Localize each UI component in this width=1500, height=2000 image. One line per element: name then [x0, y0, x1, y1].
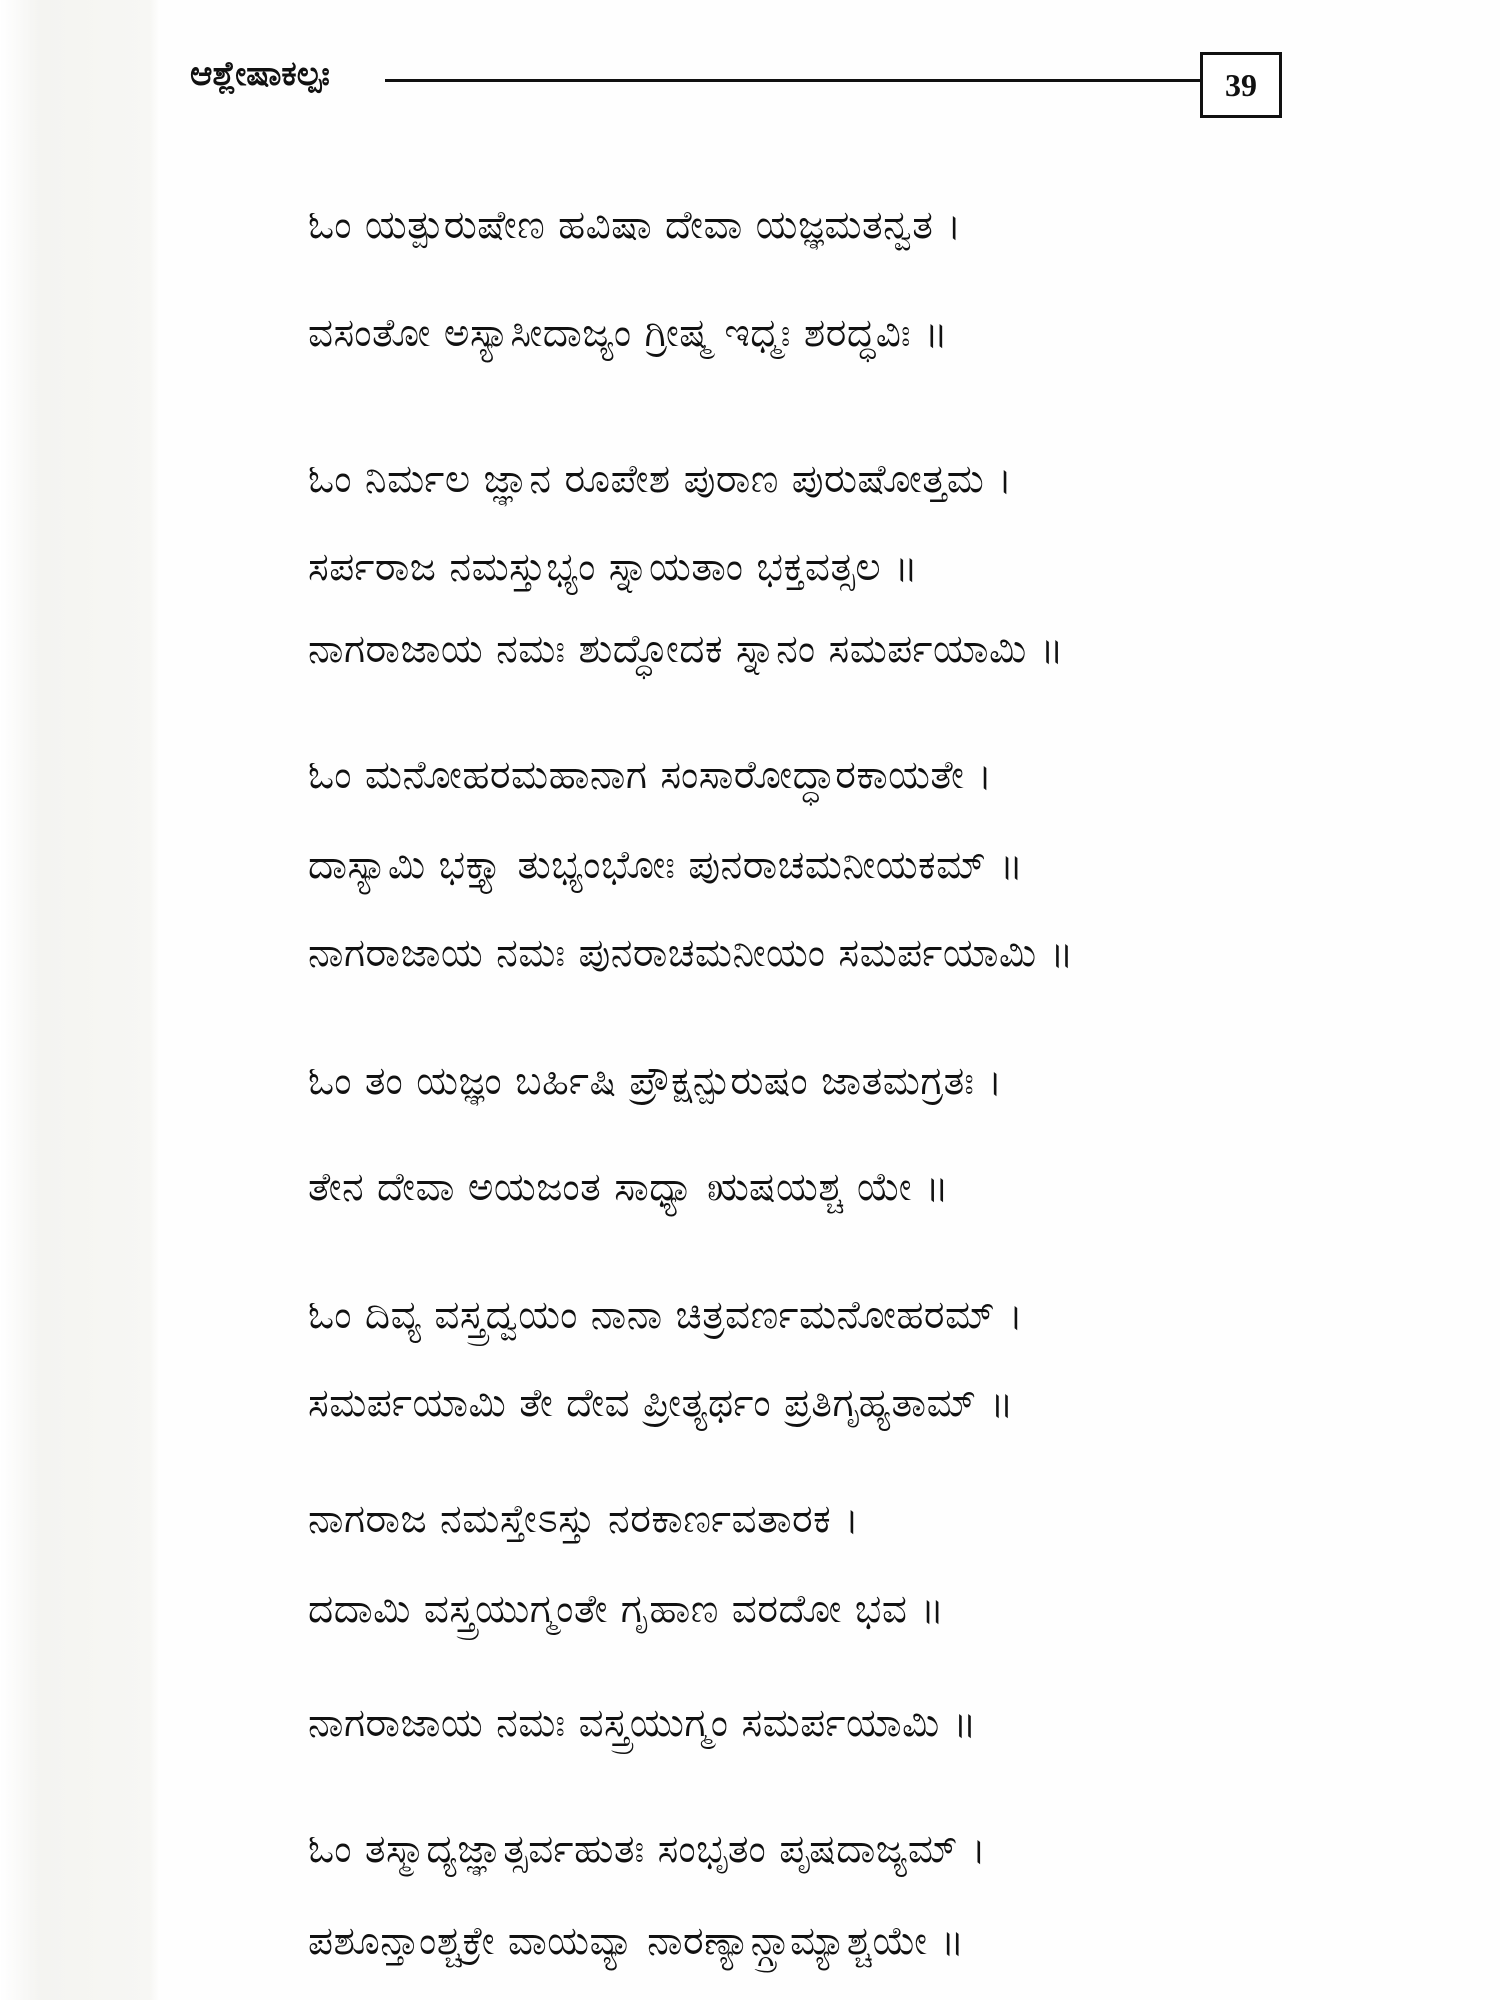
verse-line: ಓಂ ಯತ್ಪುರುಷೇಣ ಹವಿಷಾ ದೇವಾ ಯಜ್ಞಮತನ್ವತ । — [308, 203, 962, 248]
header-rule — [385, 79, 1200, 82]
verse-line: ಓಂ ದಿವ್ಯ ವಸ್ತ್ರದ್ವಯಂ ನಾನಾ ಚಿತ್ರವರ್ಣಮನೋಹರಮ್ । — [308, 1293, 1024, 1338]
verse-line: ವಸಂತೋ ಅಸ್ಯಾಸೀದಾಜ್ಯಂ ಗ್ರೀಷ್ಮ ಇಧ್ಮಃ ಶರದ್ಧವಿಃ ॥ — [308, 311, 949, 356]
verse-line: ನಾಗರಾಜ ನಮಸ್ತೇಽಸ್ತು ನರಕಾರ್ಣವತಾರಕ । — [308, 1497, 860, 1542]
page-number: 39 — [1225, 66, 1257, 103]
verse-line: ಓಂ ತಂ ಯಜ್ಞಂ ಬರ್ಹಿಷಿ ಪ್ರೌಕ್ಷನ್ಪುರುಷಂ ಜಾತಮಗ್ರತಃ । — [308, 1059, 1003, 1104]
verse-line: ಪಶೂನ್ತಾಂಶ್ಚಕ್ರೇ ವಾಯವ್ಯಾ ನಾರಣ್ಯಾನ್ಗ್ರಾಮ್ಯಾಶ್ಚಯೇ ॥ — [308, 1919, 965, 1964]
verse-line: ದದಾಮಿ ವಸ್ತ್ರಯುಗ್ಮಂತೇ ಗೃಹಾಣ ವರದೋ ಭವ ॥ — [308, 1587, 945, 1632]
verse-line: ಓಂ ನಿರ್ಮಲ ಜ್ಞಾನ ರೂಪೇಶ ಪುರಾಣ ಪುರುಷೋತ್ತಮ । — [308, 457, 1013, 502]
verse-line: ನಾಗರಾಜಾಯ ನಮಃ ವಸ್ತ್ರಯುಗ್ಮಂ ಸಮರ್ಪಯಾಮಿ ॥ — [308, 1701, 977, 1746]
verse-line: ಓಂ ತಸ್ಮಾದ್ಯಜ್ಞಾತ್ಸರ್ವಹುತಃ ಸಂಭೃತಂ ಪೃಷದಾಜ್ಯಮ್ । — [308, 1827, 987, 1872]
book-page — [160, 0, 1500, 2000]
verse-line: ದಾಸ್ಯಾಮಿ ಭಕ್ತ್ಯಾ ತುಭ್ಯಂಭೋಃ ಪುನರಾಚಮನೀಯಕಮ್ ॥ — [308, 843, 1024, 888]
page-number-box — [1200, 52, 1282, 118]
binding-shadow — [0, 0, 160, 2000]
verse-line: ಸಮರ್ಪಯಾಮಿ ತೇ ದೇವ ಪ್ರೀತ್ಯರ್ಥಂ ಪ್ರತಿಗೃಹ್ಯತಾಮ್ ॥ — [308, 1381, 1014, 1426]
running-title: ಆಶ್ಲೇಷಾಕಲ್ಪಃ — [190, 54, 330, 94]
verse-line: ಓಂ ಮನೋಹರಮಹಾನಾಗ ಸಂಸಾರೋದ್ಧಾರಕಾಯತೇ । — [308, 753, 993, 798]
verse-line: ನಾಗರಾಜಾಯ ನಮಃ ಪುನರಾಚಮನೀಯಂ ಸಮರ್ಪಯಾಮಿ ॥ — [308, 931, 1074, 976]
verse-line: ತೇನ ದೇವಾ ಅಯಜಂತ ಸಾಧ್ಯಾ ಋಷಯಶ್ಚ ಯೇ ॥ — [308, 1165, 950, 1210]
verse-line: ಸರ್ಪರಾಜ ನಮಸ್ತುಭ್ಯಂ ಸ್ನಾಯತಾಂ ಭಕ್ತವತ್ಸಲ ॥ — [308, 545, 919, 590]
verse-line: ನಾಗರಾಜಾಯ ನಮಃ ಶುದ್ಧೋದಕ ಸ್ನಾನಂ ಸಮರ್ಪಯಾಮಿ ॥ — [308, 627, 1065, 672]
running-head — [190, 52, 1330, 122]
